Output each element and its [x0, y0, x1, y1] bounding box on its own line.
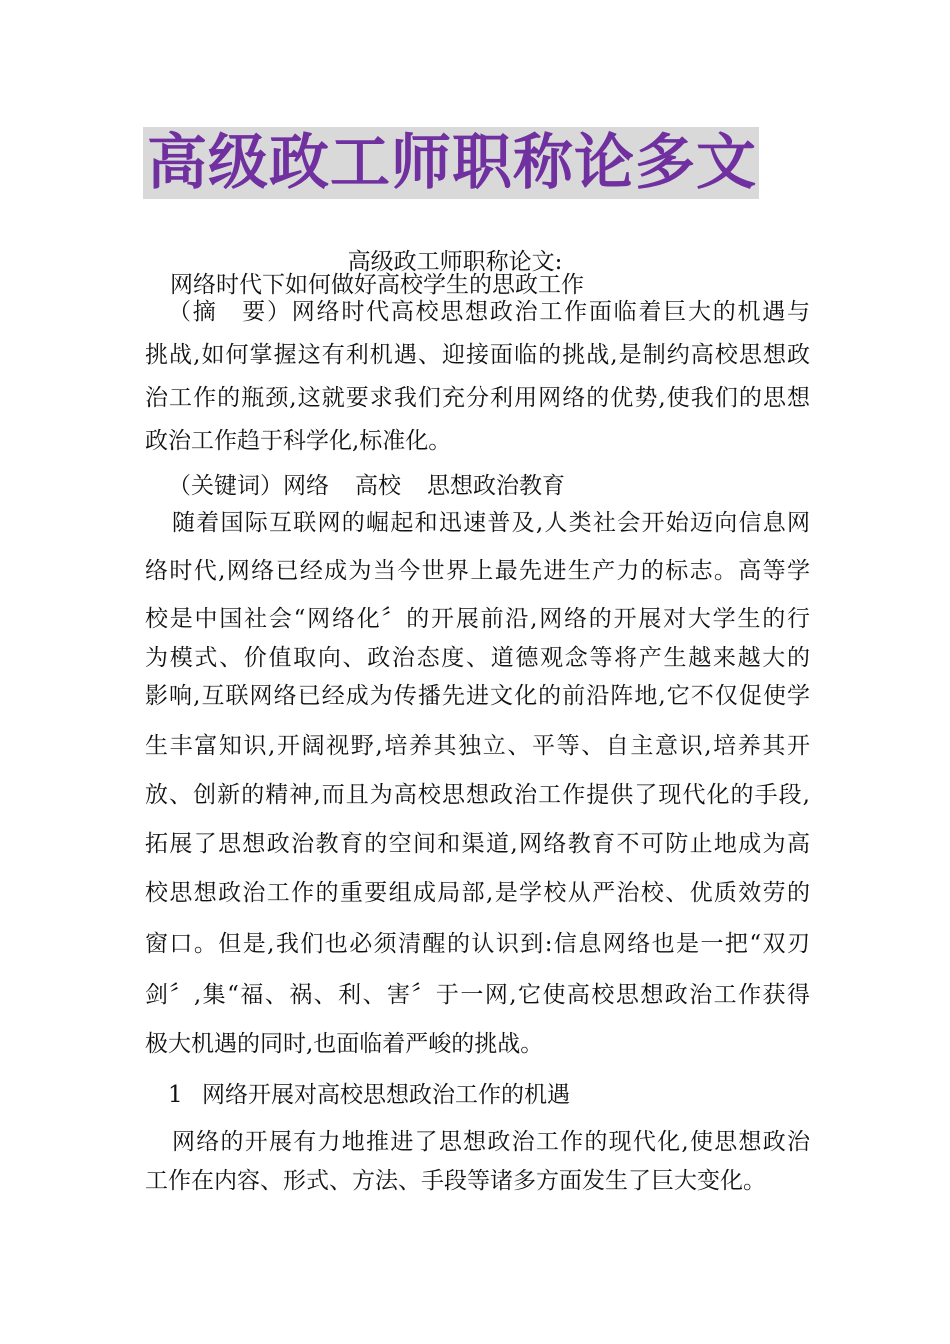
- body-line: 影响,互联网络已经成为传播先进文化的前沿阵地,它不仅促使学: [145, 683, 810, 709]
- keyword: 高校: [355, 473, 401, 499]
- body-line: 极大机遇的同时,也面临着严峻的挑战。: [145, 1031, 544, 1057]
- body-line: 校思想政治工作的重要组成局部,是学校从严治校、优质效劳的: [145, 880, 810, 906]
- subtitle-line-2: 网络时代下如何做好高校学生的思政工作: [170, 272, 584, 298]
- body-line: 工作在内容、形式、方法、手段等诸多方面发生了巨大变化。: [145, 1168, 766, 1194]
- body-line: 校是中国社会“网络化〞的开展前沿,网络的开展对大学生的行: [145, 606, 810, 632]
- abstract-line: 挑战,如何掌握这有利机遇、迎接面临的挑战,是制约高校思想政: [145, 342, 810, 368]
- document-title: 高级政工师职称论多文: [143, 127, 759, 199]
- keyword: 思想政治教育: [427, 473, 565, 499]
- abstract-line: 政治工作趋于科学化,标准化。: [145, 428, 452, 454]
- body-line: 网络的开展有力地推进了思想政治工作的现代化,使思想政治: [172, 1129, 810, 1155]
- body-line: 为模式、价值取向、政治态度、道德观念等将产生越来越大的: [145, 645, 810, 671]
- body-line: 放、创新的精神,而且为高校思想政治工作提供了现代化的手段,: [145, 782, 810, 808]
- body-line: 剑〞,集“福、祸、利、害〞于一网,它使高校思想政治工作获得: [145, 982, 810, 1008]
- subtitle-line-1: 高级政工师职称论文:: [347, 249, 563, 275]
- keywords-line: [168, 471, 833, 501]
- body-line: 生丰富知识,开阔视野,培养其独立、平等、自主意识,培养其开: [145, 733, 810, 759]
- body-line: 拓展了思想政治教育的空间和渠道,网络教育不可防止地成为高: [145, 831, 810, 857]
- abstract-line: （摘 要）网络时代高校思想政治工作面临着巨大的机遇与: [168, 299, 810, 325]
- body-line: 络时代,网络已经成为当今世界上最先进生产力的标志。高等学: [145, 558, 810, 584]
- section-heading-text: 网络开展对高校思想政治工作的机遇: [202, 1082, 570, 1108]
- section-number: 1: [168, 1082, 183, 1108]
- keywords-label: （关键词）网络: [168, 473, 329, 499]
- abstract-line: 治工作的瓶颈,这就要求我们充分利用网络的优势,使我们的思想: [145, 385, 810, 411]
- body-line: 窗口。但是,我们也必须清醒的认识到:信息网络也是一把“双刃: [145, 931, 810, 957]
- body-line: 随着国际互联网的崛起和迅速普及,人类社会开始迈向信息网: [172, 510, 810, 536]
- section-heading: [168, 1080, 833, 1110]
